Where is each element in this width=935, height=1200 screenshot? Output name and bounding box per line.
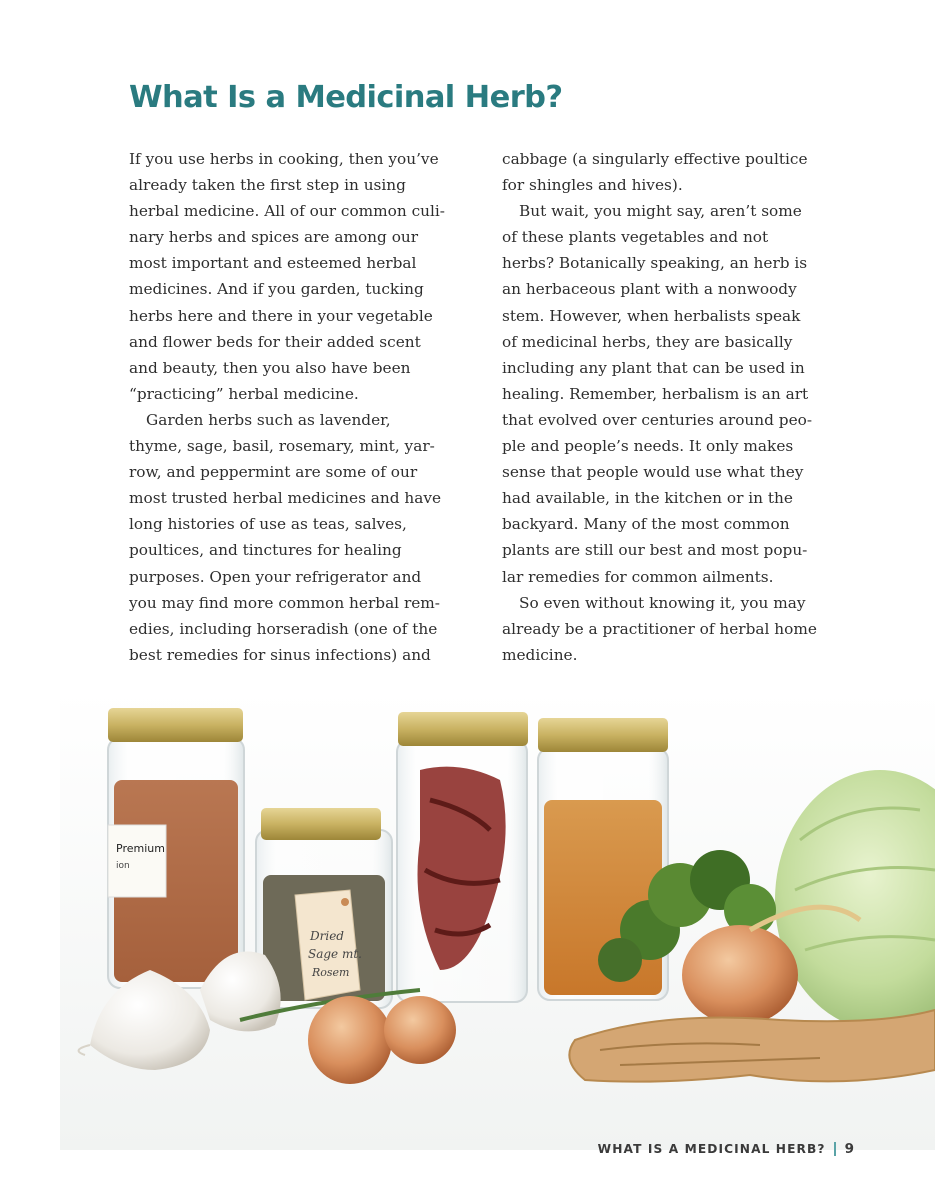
text-line: thyme, sage, basil, rosemary, mint, yar- [129,437,435,456]
tag-text: Sage mt. [308,947,362,961]
tag-text: Rosem [312,966,350,979]
jar-cinnamon [108,708,244,988]
text-line: herbal medicine. All of our common culi- [129,202,445,221]
jar-label-text: Premium [116,842,165,855]
text-line: ple and people’s needs. It only makes [502,437,794,456]
text-line: including any plant that can be used in [502,358,805,377]
page-footer [598,1141,854,1157]
text-line: stem. However, when herbalists speak [502,306,801,325]
text-line: had available, in the kitchen or in the [502,489,793,508]
text-line: healing. Remember, herbalism is an art [502,384,809,403]
running-head: WHAT IS A MEDICINAL HERB? [597,1142,826,1156]
herbs-photo [60,690,935,1150]
text-line: sense that people would use what they [502,463,804,482]
jar-label-text: ion [116,861,130,871]
text-line: you may find more common herbal rem- [129,593,440,612]
text-line: If you use herbs in cooking, then you’ve [129,150,439,168]
text-line: already be a practitioner of herbal home [502,619,817,638]
text-line: herbs here and there in your vegetable [129,306,433,325]
text-line: and flower beds for their added scent [129,332,421,351]
text-line: of these plants vegetables and not [502,228,769,247]
text-line: poultices, and tinctures for healing [129,541,402,560]
text-line: an herbaceous plant with a nonwoody [502,280,797,299]
text-line: best remedies for sinus infections) and [129,645,431,664]
text-line: edies, including horseradish (one of the [129,619,438,638]
footer-divider [834,1142,836,1156]
right-column [502,146,854,668]
text-line: backyard. Many of the most common [502,515,790,534]
jar-chilies [397,712,528,1002]
text-line: for shingles and hives). [502,176,683,195]
text-line: long histories of use as teas, salves, [129,515,407,534]
text-line: medicine. [502,645,578,664]
text-line: most trusted herbal medicines and have [129,489,442,508]
text-line: medicines. And if you garden, tucking [129,280,424,299]
text-line: already taken the first step in using [129,176,406,195]
text-line: that evolved over centuries around peo- [502,410,813,429]
page-title: What Is a Medicinal Herb? [129,80,563,115]
text-line: row, and peppermint are some of our [129,463,418,482]
text-line: But wait, you might say, aren’t some [519,202,802,221]
text-line: herbs? Botanically speaking, an herb is [502,254,808,273]
text-line: lar remedies for common ailments. [502,567,774,586]
text-line: cabbage (a singularly effective poultice [502,150,808,168]
page-number: 9 [844,1141,854,1157]
text-line: plants are still our best and most popu- [502,541,808,560]
tag-text: Dried [310,929,344,943]
text-line: purposes. Open your refrigerator and [129,567,422,586]
text-line: “practicing” herbal medicine. [129,384,359,403]
text-line: So even without knowing it, you may [519,593,806,612]
text-line: and beauty, then you also have been [129,358,411,377]
text-line: most important and esteemed herbal [129,254,417,273]
left-column [129,146,481,668]
text-line: of medicinal herbs, they are basically [502,332,793,351]
text-line: nary herbs and spices are among our [129,228,419,247]
text-line: Garden herbs such as lavender, [146,410,391,429]
